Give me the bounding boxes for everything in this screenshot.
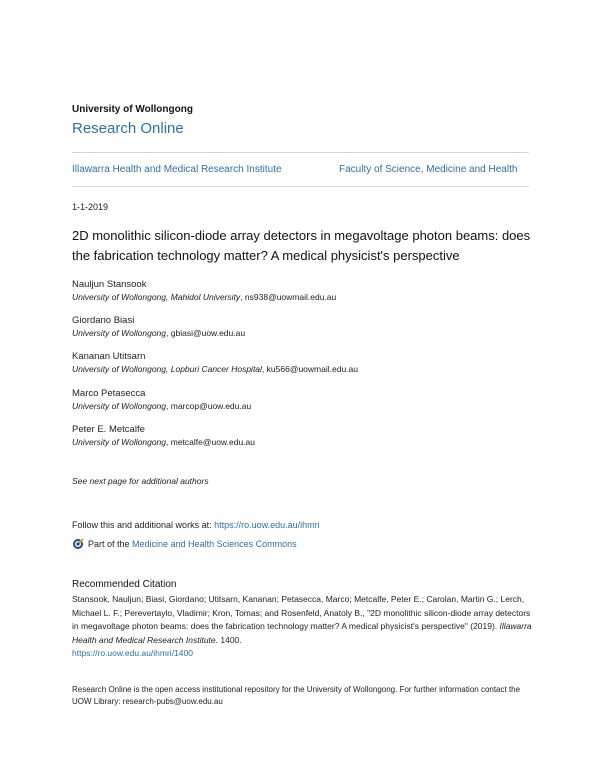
author-affiliation: University of Wollongong	[72, 328, 167, 338]
author-entry: Kananan Utitsarn University of Wollongong, Lopburi Cancer Hospital, ku566@uowmail.edu.au	[72, 351, 358, 374]
citation-body	[72, 593, 532, 661]
repository-footer: Research Online is the open access institutional repository for the University of Wollongong. For further information contact the UOW Library: research-pubs@uow.edu.au	[72, 685, 521, 706]
author-name: Marco Petasecca	[72, 388, 146, 399]
follow-line	[72, 520, 320, 530]
author-affiliation: University of Wollongong, Lopburi Cancer Hospital	[72, 364, 262, 374]
author-email: ku566@uowmail.edu.au	[266, 364, 358, 374]
publication-date: 1-1-2019	[72, 202, 109, 212]
author-affiliation: University of Wollongong	[72, 437, 167, 447]
author-affiliation: University of Wollongong	[72, 401, 167, 411]
collection-link-faculty[interactable]: Faculty of Science, Medicine and Health	[339, 164, 518, 175]
author-name: Kananan Utitsarn	[72, 351, 146, 362]
divider	[72, 152, 529, 153]
author-email: metcalfe@uow.edu.au	[170, 437, 255, 447]
author-name: Nauljun Stansook	[72, 279, 147, 290]
commons-link[interactable]: Medicine and Health Sciences Commons	[132, 539, 297, 549]
author-name: Peter E. Metcalfe	[72, 424, 145, 435]
paper-title: 2D monolithic silicon-diode array detectors in megavoltage photon beams: does the fabrication technology matter? A medical physicist's perspective	[72, 228, 531, 263]
collection-link-ihmri[interactable]: Illawarra Health and Medical Research Institute	[72, 164, 282, 175]
author-entry: Marco Petasecca University of Wollongong, marcop@uow.edu.au	[72, 388, 252, 411]
author-email: ns938@uowmail.edu.au	[244, 292, 337, 302]
citation-source: Illawarra Health and Medical Research Institute	[72, 621, 532, 645]
university-name: University of Wollongong	[72, 104, 193, 115]
network-commons-icon	[72, 538, 84, 550]
collection-url-link[interactable]: https://ro.uow.edu.au/ihmri	[214, 520, 320, 530]
author-entry: Peter E. Metcalfe University of Wollongong, metcalfe@uow.edu.au	[72, 424, 255, 447]
author-name: Giordano Biasi	[72, 315, 135, 326]
part-of-line	[72, 538, 297, 550]
part-of-prefix: Part of the	[88, 539, 130, 549]
author-affiliation: University of Wollongong, Mahidol University	[72, 292, 241, 302]
citation-text: Stansook, Nauljun; Biasi, Giordano; Utitsarn, Kananan; Petasecca, Marco; Metcalfe, Peter E.; Carolan, Martin G.; Lerch, Michael L. F.; Perevertaylo, Vladimir; Kron, Tomas; and Rosenfeld, Anatoly B., "2D monolithic silicon-diode array detectors in megavoltage photon beams: does the fabrication technology matter? A medical physicist's perspective" (2019).	[72, 594, 531, 631]
see-next-page-note: See next page for additional authors	[72, 476, 209, 486]
citation-number: . 1400.	[215, 634, 242, 645]
divider	[72, 186, 529, 187]
follow-prefix: Follow this and additional works at:	[72, 520, 215, 530]
author-entry: Giordano Biasi University of Wollongong, gbiasi@uow.edu.au	[72, 315, 246, 338]
author-entry: Nauljun Stansook University of Wollongong, Mahidol University, ns938@uowmail.edu.au	[72, 279, 337, 302]
author-email: marcop@uow.edu.au	[170, 401, 252, 411]
research-online-link[interactable]: Research Online	[72, 120, 184, 137]
citation-heading: Recommended Citation	[72, 579, 177, 590]
author-email: gbiasi@uow.edu.au	[170, 328, 246, 338]
citation-url-link[interactable]: https://ro.uow.edu.au/ihmri/1400	[72, 648, 193, 658]
